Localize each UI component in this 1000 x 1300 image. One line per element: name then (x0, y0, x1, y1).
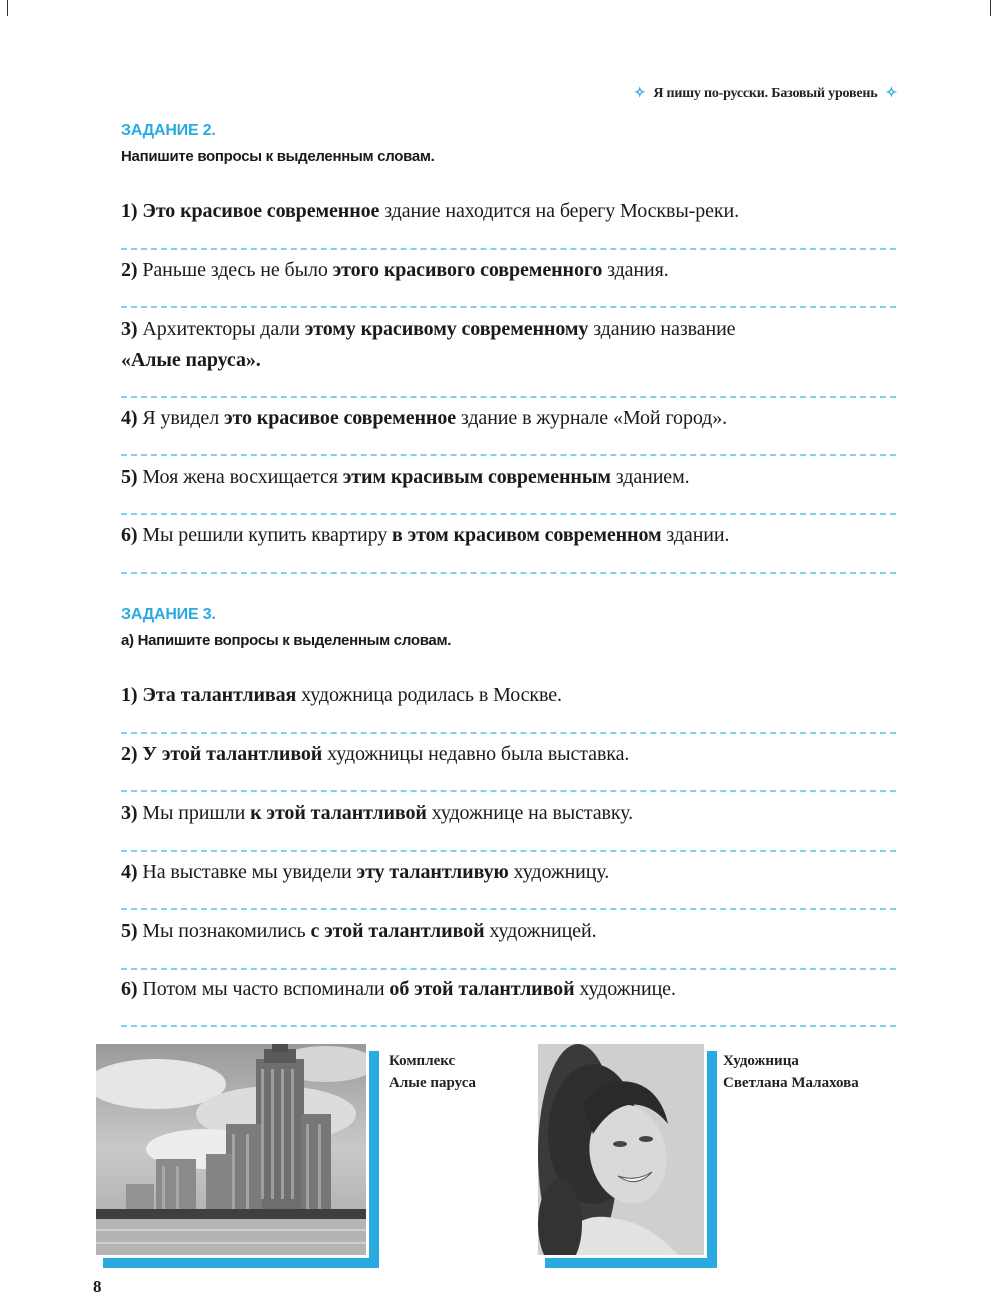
item-text: Архитекторы дали (137, 318, 305, 340)
answer-line[interactable] (121, 306, 896, 308)
item-number: 1) (121, 684, 138, 706)
item-highlight: этому красивому современному (304, 318, 589, 340)
item-number: 3) (121, 802, 138, 824)
item-text: Мы пришли (137, 802, 251, 824)
item-text: здания. (602, 259, 669, 281)
item-text: Мы решили купить квартиру (137, 524, 393, 546)
task3-item-1 (121, 680, 896, 711)
item-highlight: об этой талантливой (389, 978, 575, 1000)
item-number: 2) (121, 259, 138, 281)
item-text: здании. (661, 524, 730, 546)
answer-line[interactable] (121, 850, 896, 852)
task3-title: ЗАДАНИЕ 3. (121, 606, 216, 623)
answer-line[interactable] (121, 513, 896, 515)
crop-mark-left (7, 0, 8, 16)
item-text: Потом мы часто вспоминали (137, 978, 390, 1000)
running-header (634, 86, 897, 102)
item-text: Моя жена восхищается (137, 466, 343, 488)
caption-line: Комплекс (389, 1053, 456, 1069)
item-highlight: в этом красивом современном (392, 524, 662, 546)
task2-item-4 (121, 403, 896, 434)
caption-line: Алые паруса (389, 1075, 477, 1091)
task2-instruction: Напишите вопросы к выделенным словам. (121, 148, 435, 165)
item-text: художницу. (508, 861, 610, 883)
page-number: 8 (93, 1277, 102, 1296)
item-number: 6) (121, 978, 138, 1000)
item-highlight: этого красивого современного (332, 259, 603, 281)
item-number: 1) (121, 200, 138, 222)
sparkle-icon: ✧ (885, 86, 897, 101)
task2-item-5 (121, 462, 896, 493)
item-number: 5) (121, 466, 138, 488)
task3-item-6 (121, 974, 896, 1005)
item-highlight: к этой талантливой (250, 802, 427, 824)
item-number: 6) (121, 524, 138, 546)
item-number: 5) (121, 920, 138, 942)
task2-item-2 (121, 255, 896, 286)
answer-line[interactable] (121, 572, 896, 574)
caption-line: Светлана Малахова (723, 1075, 859, 1091)
item-highlight: Это красивое современное (142, 200, 380, 222)
task3-item-4 (121, 857, 896, 888)
item-text: художница родилась в Москве. (296, 684, 562, 706)
task3-item-3 (121, 798, 896, 829)
answer-line[interactable] (121, 1025, 896, 1027)
task2-item-6 (121, 520, 896, 551)
running-title: Я пишу по-русски. Базовый уровень (653, 86, 878, 101)
building-photo (93, 1041, 369, 1258)
answer-line[interactable] (121, 248, 896, 250)
item-highlight: этим красивым современным (342, 466, 611, 488)
item-number: 4) (121, 861, 138, 883)
item-text: На выставке мы увидели (137, 861, 357, 883)
item-highlight: с этой талантливой (310, 920, 485, 942)
task3-instruction: а) Напишите вопросы к выделенным словам. (121, 632, 452, 649)
answer-line[interactable] (121, 396, 896, 398)
item-highlight: это красивое современное (224, 407, 456, 429)
item-text: художницей. (484, 920, 597, 942)
building-caption (389, 1050, 476, 1094)
item-highlight: «Алые паруса». (121, 349, 261, 371)
item-number: 3) (121, 318, 138, 340)
answer-line[interactable] (121, 908, 896, 910)
answer-line[interactable] (121, 454, 896, 456)
item-highlight: У этой талантливой (142, 743, 323, 765)
sparkle-icon: ✧ (633, 86, 646, 101)
task2-item-3 (121, 314, 896, 376)
answer-line[interactable] (121, 732, 896, 734)
item-number: 2) (121, 743, 138, 765)
task2-item-1 (121, 196, 896, 227)
artist-caption (723, 1050, 859, 1094)
caption-line: Художница (723, 1053, 799, 1069)
item-text: художнице на выставку. (426, 802, 634, 824)
item-number: 4) (121, 407, 138, 429)
crop-mark-right (990, 0, 991, 16)
item-text: здание находится на берегу Москвы-реки. (379, 200, 740, 222)
portrait-illustration (538, 1044, 704, 1255)
item-text: зданию название (588, 318, 736, 340)
item-text: зданием. (610, 466, 690, 488)
item-text: здание в журнале «Мой город». (456, 407, 728, 429)
item-text: Я увидел (137, 407, 224, 429)
item-text: Раньше здесь не было (137, 259, 333, 281)
answer-line[interactable] (121, 790, 896, 792)
task3-item-2 (121, 739, 896, 770)
building-illustration (96, 1044, 366, 1255)
task3-item-5 (121, 916, 896, 947)
item-text: Мы познакомились (137, 920, 311, 942)
item-text: художнице. (574, 978, 676, 1000)
artist-photo (535, 1041, 707, 1258)
item-highlight: Эта талантливая (142, 684, 297, 706)
answer-line[interactable] (121, 968, 896, 970)
item-text: художницы недавно была выставка. (322, 743, 630, 765)
task2-title: ЗАДАНИЕ 2. (121, 122, 216, 139)
item-highlight: эту талантливую (356, 861, 509, 883)
